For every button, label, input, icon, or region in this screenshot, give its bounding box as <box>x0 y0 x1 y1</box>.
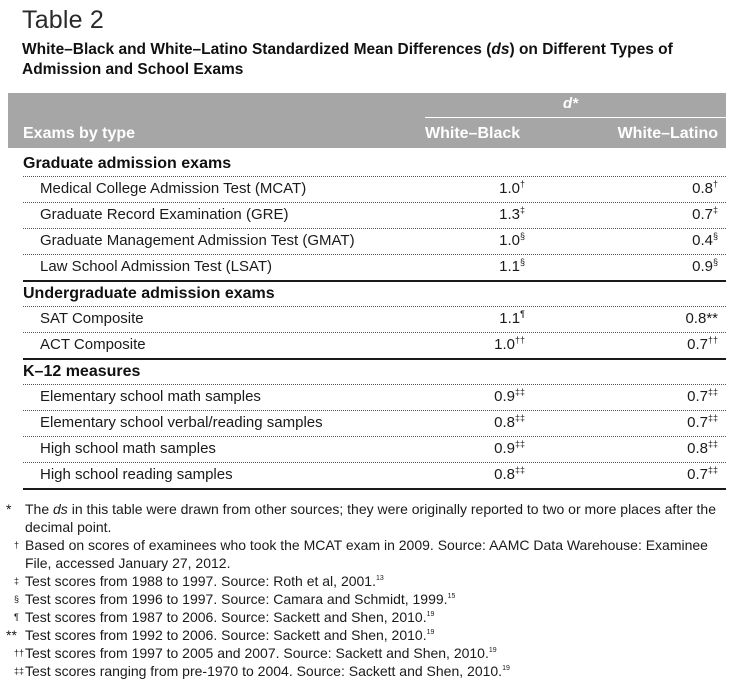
table-row <box>8 436 726 462</box>
white-latino-d <box>685 306 718 331</box>
footnote-mark: ‡‡ <box>707 465 718 475</box>
white-latino-d <box>692 228 718 253</box>
exam-name: Graduate Record Examination (GRE) <box>40 206 289 223</box>
footnote-mark: § <box>712 231 718 241</box>
column-header-exams-by-type: Exams by type <box>23 125 136 142</box>
white-latino-d <box>692 254 718 279</box>
footnote-text: Test scores from 1992 to 2006. Source: Sackett and Shen, 2010. <box>25 627 427 643</box>
footnote-mark: †† <box>707 335 718 345</box>
footnote-mark: † <box>712 179 718 189</box>
d-value: 1.0 <box>494 336 515 353</box>
footnote-symbol: ** <box>6 627 17 643</box>
section-title: Graduate admission exams <box>23 155 232 172</box>
footnote-mark: ‡‡ <box>707 387 718 397</box>
d-value: 1.3 <box>499 206 520 223</box>
footnote-mark: § <box>712 257 718 267</box>
table-header <box>8 93 726 148</box>
footnote-symbol: ‡ <box>14 576 20 586</box>
reference-number: 19 <box>488 647 497 654</box>
footnote-mark: ‡ <box>519 205 525 215</box>
footnote-text: Test scores from 1996 to 1997. Source: Camara and Schmidt, 1999. <box>25 591 448 607</box>
white-latino-d <box>687 436 718 461</box>
footnote-mark: ¶ <box>520 309 525 319</box>
footnote <box>14 536 726 572</box>
reference-number: 15 <box>447 593 456 600</box>
caption-text-start: White–Black and White–Latino Standardized Mean Differences ( <box>22 41 492 58</box>
footnote <box>14 662 726 680</box>
white-black-d <box>499 176 525 201</box>
section-rule <box>23 488 726 490</box>
footnote-text: Test scores ranging from pre-1970 to 2004. Source: Sackett and Shen, 2010. <box>25 663 503 679</box>
footnote-mark: ‡‡ <box>514 413 525 423</box>
d-value: 0.7 <box>687 336 708 353</box>
footnote <box>14 572 726 590</box>
d-value: 0.8 <box>494 466 515 483</box>
d-group-rule <box>425 117 726 118</box>
d-value: 0.7 <box>692 206 713 223</box>
exam-name: ACT Composite <box>40 336 146 353</box>
footnote-text: Test scores from 1988 to 1997. Source: Roth et al, 2001. <box>25 573 376 589</box>
table-caption <box>22 40 722 80</box>
column-header-white-black: White–Black <box>425 125 521 142</box>
footnote-mark: ‡‡ <box>514 465 525 475</box>
footnote-mark: ‡‡ <box>707 439 718 449</box>
footnote-symbol: †† <box>14 648 25 658</box>
d-value: 1.1 <box>499 258 520 275</box>
white-black-d <box>494 410 525 435</box>
caption-italic-ds: ds <box>491 41 510 58</box>
d-value: 1.1 <box>499 310 521 327</box>
white-latino-d <box>687 410 718 435</box>
footnote-mark: ‡‡ <box>514 439 525 449</box>
reference-number: 19 <box>502 665 510 672</box>
footnote-symbol: ‡‡ <box>14 666 25 676</box>
exam-name: High school reading samples <box>40 466 233 483</box>
footnote-mark: † <box>519 179 525 189</box>
white-latino-d <box>692 176 718 201</box>
footnote <box>6 626 726 644</box>
d-value: 0.7 <box>687 466 708 483</box>
d-value: 0.8 <box>494 414 515 431</box>
table-row <box>8 410 726 436</box>
white-black-d <box>499 306 525 331</box>
footnote-symbol: § <box>14 594 20 604</box>
footnote-text: The <box>25 501 54 517</box>
table-row <box>8 462 726 488</box>
footnote-symbol: ¶ <box>14 612 19 622</box>
white-black-d <box>494 384 525 409</box>
d-value: 0.8** <box>685 310 718 327</box>
footnote-mark: § <box>519 231 525 241</box>
section-title: Undergraduate admission exams <box>23 285 275 302</box>
d-value: 0.7 <box>687 388 708 405</box>
exam-name: SAT Composite <box>40 310 144 327</box>
column-header-white-latino: White–Latino <box>617 125 718 142</box>
table-row <box>8 176 726 202</box>
footnote-text: Test scores from 1997 to 2005 and 2007. Source: Sackett and Shen, 2010. <box>25 645 489 661</box>
d-value: 0.8 <box>687 440 708 457</box>
white-black-d <box>499 228 525 253</box>
table-row <box>8 254 726 280</box>
footnote-mark: ‡‡ <box>707 413 718 423</box>
white-black-d <box>499 254 525 279</box>
reference-number: 19 <box>426 629 435 636</box>
table-body <box>8 152 726 490</box>
footnote <box>14 608 726 626</box>
footnote-text: Based on scores of examinees who took the MCAT exam in 2009. Source: AAMC Data Warehouse: Examinee File, accessed January 27, 2012. <box>25 537 708 571</box>
white-black-d <box>494 332 525 357</box>
footnote-text: Test scores from 1987 to 2006. Source: Sackett and Shen, 2010. <box>25 609 427 625</box>
d-column-group-label: d* <box>563 95 578 112</box>
white-black-d <box>494 436 525 461</box>
footnote <box>14 590 726 608</box>
footnote-text-rest: in this table were drawn from other sources; they were originally reported to two or more places after the decimal point. <box>25 501 717 535</box>
caption-text-end: ) on Different Types of Admission and School Exams <box>22 41 673 78</box>
d-value: 1.0 <box>499 180 520 197</box>
white-black-d <box>499 202 525 227</box>
d-value: 0.9 <box>494 440 515 457</box>
reference-number: 19 <box>426 611 435 618</box>
exam-name: High school math samples <box>40 440 216 457</box>
footnote-mark: ‡ <box>712 205 718 215</box>
footnote <box>6 500 726 536</box>
footnote-italic: ds <box>53 501 68 517</box>
d-value: 0.9 <box>692 258 713 275</box>
table-label: Table 2 <box>22 6 105 34</box>
white-latino-d <box>692 202 718 227</box>
d-value: 0.9 <box>494 388 515 405</box>
exam-name: Elementary school verbal/reading samples <box>40 414 323 431</box>
section-title: K–12 measures <box>23 363 141 380</box>
d-value: 0.4 <box>692 232 713 249</box>
table-row <box>8 306 726 332</box>
white-latino-d <box>687 384 718 409</box>
exam-name: Medical College Admission Test (MCAT) <box>40 180 307 197</box>
white-black-d <box>494 462 525 487</box>
d-value: 1.0 <box>499 232 520 249</box>
footnote-symbol: † <box>14 540 20 550</box>
white-latino-d <box>687 332 718 357</box>
exam-name: Graduate Management Admission Test (GMAT) <box>40 232 355 249</box>
footnote-mark: § <box>519 257 525 267</box>
footnote <box>14 644 726 662</box>
table-row <box>8 384 726 410</box>
d-value: 0.7 <box>687 414 708 431</box>
table-footnotes <box>6 500 726 680</box>
table-row <box>8 228 726 254</box>
footnote-symbol: * <box>6 501 12 517</box>
table-row <box>8 332 726 358</box>
white-latino-d <box>687 462 718 487</box>
exam-name: Law School Admission Test (LSAT) <box>40 258 273 275</box>
d-value: 0.8 <box>692 180 713 197</box>
table-row <box>8 202 726 228</box>
footnote-mark: †† <box>514 335 525 345</box>
reference-number: 13 <box>375 575 384 582</box>
footnote-mark: ‡‡ <box>514 387 525 397</box>
exam-name: Elementary school math samples <box>40 388 261 405</box>
